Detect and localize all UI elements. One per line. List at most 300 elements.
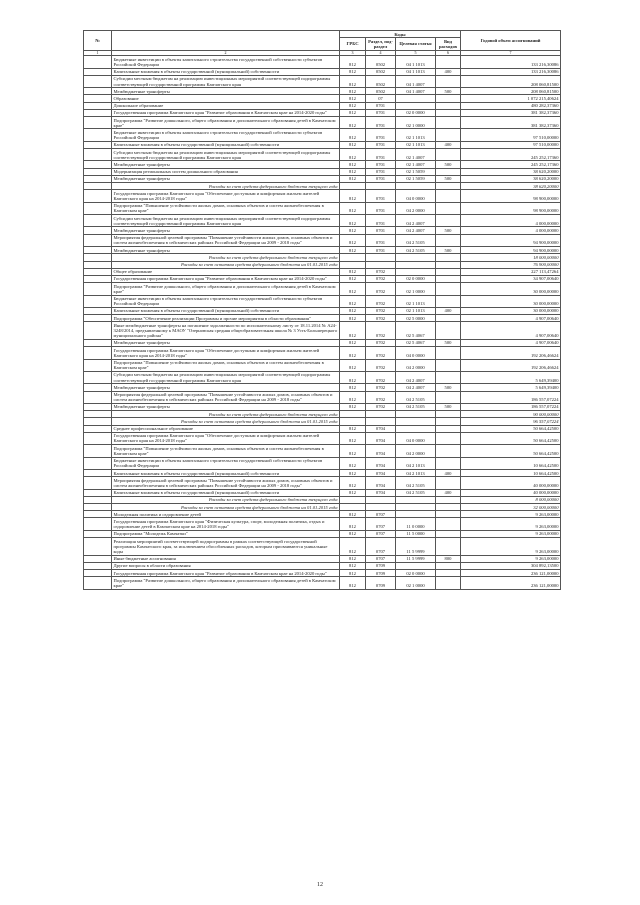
row-number-cell [84,102,112,109]
expense-type-cell [436,149,461,161]
grbs-cell: 812 [340,56,366,68]
grbs-cell: 812 [340,275,366,282]
description-cell: Капитальные вложения в объекты государственной (муниципальной) собственности [112,68,340,75]
target-article-cell: 04 2 4007 [396,227,436,234]
grbs-cell: 812 [340,95,366,102]
target-article-cell: 04 2 5105 [396,403,436,410]
target-article-cell: 04 2 1013 [396,457,436,469]
amount-cell: 236 121,00000 [461,577,561,589]
row-number-cell [84,359,112,371]
table-row [84,190,561,202]
expense-type-cell [436,496,461,503]
colnum: 2 [112,50,340,56]
amount-cell: 97 510,00000 [461,141,561,148]
section-cell: 0702 [366,295,396,307]
row-number-cell [84,489,112,496]
grbs-cell: 812 [340,391,366,403]
grbs-cell: 812 [340,371,366,383]
amount-cell: 245 252,17360 [461,161,561,168]
target-article-cell: 04 1 4007 [396,88,436,95]
amount-cell: 98 900,00000 [461,202,561,214]
section-cell: 0704 [366,432,396,444]
description-cell: Межбюджетные трансферты [112,339,340,346]
header-section: Раздел, под-раздел [366,38,396,50]
funding-note-row [84,254,561,261]
expense-type-cell [436,275,461,282]
target-article-cell: 11 0 0000 [396,518,436,530]
description-cell: Межбюджетные трансферты [112,403,340,410]
table-row [84,202,561,214]
amount-cell: 381 382,37360 [461,109,561,116]
description-cell: Образование [112,95,340,102]
description-cell: Мероприятия федеральной целевой программы "Повышение устойчивости жилых домов, основных объектов и систем жизнеобеспечения в сейсмических районах Российской Федерации на 2009 - 2018 годы" [112,477,340,489]
expense-type-cell: 500 [436,227,461,234]
target-article-cell: 02 0 0000 [396,570,436,577]
grbs-cell: 812 [340,339,366,346]
funding-note-row [84,496,561,503]
description-cell: Бюджетные инвестиции в объекты капитального строительства государственной собственности субъектов Российской Федерации [112,457,340,469]
section-cell: 0701 [366,168,396,175]
description-cell: Подпрограмма "Молодежь Камчатки" [112,530,340,537]
section-cell: 0701 [366,149,396,161]
section-cell: 0502 [366,88,396,95]
row-number-cell [84,254,112,261]
amount-cell: 227 113,47264 [461,268,561,275]
target-article-cell: 04 1 1013 [396,68,436,75]
grbs-cell: 812 [340,190,366,202]
grbs-cell [340,183,366,190]
table-row [84,432,561,444]
description-cell: Реализация мероприятий соответствующей подпрограммы в рамках соответствующей государственной программы Камчатского края, за исключением обособленных расходов, которым присваиваются уникальные коды [112,538,340,556]
expense-type-cell [436,183,461,190]
target-article-cell [396,254,436,261]
expense-type-cell [436,168,461,175]
colnum: 5 [396,50,436,56]
grbs-cell: 812 [340,315,366,322]
amount-cell: 30 000,00000 [461,307,561,314]
target-article-cell [396,102,436,109]
row-number-cell [84,129,112,141]
row-number-cell [84,411,112,418]
description-cell: Иные межбюджетные трансферты на погашение задолженности по исполнительному листу от 18.11.2014 № А24-3248/2014, предъявленному к МАОУ "Озерновская средняя общеобразовательная школа № 3 Усть-Большерецкого муниципального района" [112,322,340,340]
amount-cell: 18 000,00000 [461,254,561,261]
target-article-cell: 02 1 1013 [396,307,436,314]
section-cell: 0701 [366,215,396,227]
description-cell: Расходы за счет остатков средств федерального бюджета на 01.01.2015 года [112,504,340,511]
colnum: 7 [461,50,561,56]
target-article-cell: 02 5 4067 [396,339,436,346]
expense-type-cell: 400 [436,307,461,314]
amount-cell: 96 557,07224 [461,418,561,425]
target-article-cell: 02 1 0000 [396,577,436,589]
section-cell: 0702 [366,359,396,371]
amount-cell: 5 649,39400 [461,384,561,391]
section-cell: 0702 [366,384,396,391]
grbs-cell: 812 [340,129,366,141]
expense-type-cell [436,268,461,275]
table-row [84,227,561,234]
grbs-cell: 812 [340,75,366,87]
section-cell: 0709 [366,562,396,569]
expense-type-cell: 400 [436,141,461,148]
amount-cell: 304 892,13500 [461,562,561,569]
grbs-cell: 812 [340,511,366,518]
expense-type-cell [436,95,461,102]
description-cell: Подпрограмма "Развитие дошкольного, общего образования и дополнительного образования детей в Камчатском крае" [112,577,340,589]
expense-type-cell [436,425,461,432]
grbs-cell: 812 [340,215,366,227]
amount-cell: 9 263,00000 [461,538,561,556]
grbs-cell: 812 [340,384,366,391]
amount-cell: 90 000,00000 [461,411,561,418]
target-article-cell: 02 5 0000 [396,315,436,322]
table-row [84,175,561,182]
table-row [84,315,561,322]
row-number-cell [84,168,112,175]
table-row [84,477,561,489]
grbs-cell: 812 [340,403,366,410]
table-row [84,384,561,391]
expense-type-cell [436,538,461,556]
description-cell: Подпрограмма "Повышение устойчивости жилых домов, основных объектов и систем жизнеобеспечения в Камчатском крае" [112,202,340,214]
row-number-cell [84,247,112,254]
description-cell: Межбюджетные трансферты [112,384,340,391]
grbs-cell: 812 [340,432,366,444]
amount-cell: 10 664,42500 [461,470,561,477]
grbs-cell: 812 [340,234,366,246]
table-row [84,457,561,469]
funding-note-row [84,183,561,190]
target-article-cell: 11 5 0000 [396,530,436,537]
description-cell: Государственная программа Камчатского края "Развитие образования в Камчатском крае на 2014-2020 годы" [112,275,340,282]
header-amount: Годовой объем ассигнований [461,31,561,51]
expense-type-cell [436,254,461,261]
grbs-cell: 812 [340,562,366,569]
section-cell: 0709 [366,570,396,577]
target-article-cell: 04 2 5105 [396,234,436,246]
description-cell: Подпрограмма "Развитие дошкольного, общего образования и дополнительного образования детей в Камчатском крае" [112,283,340,295]
row-number-cell [84,149,112,161]
section-cell: 0502 [366,68,396,75]
expense-type-cell [436,562,461,569]
description-cell: Среднее профессиональное образование [112,425,340,432]
table-row [84,391,561,403]
description-cell: Расходы за счет средств федерального бюджета текущего года [112,411,340,418]
section-cell [366,261,396,268]
table-row [84,68,561,75]
description-cell: Государственная программа Камчатского края "Развитие образования в Камчатском крае на 2014-2020 годы" [112,570,340,577]
expense-type-cell: 400 [436,489,461,496]
table-row [84,141,561,148]
target-article-cell [396,268,436,275]
target-article-cell [396,183,436,190]
row-number-cell [84,315,112,322]
amount-cell: 10 664,42500 [461,457,561,469]
expense-type-cell [436,261,461,268]
description-cell: Субсидии местным бюджетам на реализацию инвестиционных мероприятий соответствующей подпрограммы соответствующей государственной программы Камчатского края [112,149,340,161]
section-cell: 0701 [366,161,396,168]
amount-cell: 38 620,20000 [461,168,561,175]
description-cell: Модернизация региональных систем дошкольного образования [112,168,340,175]
grbs-cell: 812 [340,555,366,562]
table-row [84,56,561,68]
expense-type-cell: 500 [436,175,461,182]
description-cell: Капитальные вложения в объекты государственной (муниципальной) собственности [112,141,340,148]
expense-type-cell: 500 [436,403,461,410]
row-number-cell [84,538,112,556]
amount-cell: 4 907,00640 [461,315,561,322]
description-cell: Государственная программа Камчатского края "Обеспечение доступным и комфортным жильем жителей Камчатского края на 2014-2018 годы" [112,190,340,202]
expense-type-cell: 400 [436,470,461,477]
amount-cell: 30 000,00000 [461,295,561,307]
row-number-cell [84,496,112,503]
target-article-cell: 02 1 1013 [396,141,436,148]
grbs-cell: 812 [340,570,366,577]
colnum: 1 [84,50,112,56]
row-number-cell [84,183,112,190]
header-codes: Коды [340,31,461,38]
table-row [84,75,561,87]
target-article-cell: 04 2 5105 [396,391,436,403]
section-cell: 0702 [366,347,396,359]
section-cell [366,183,396,190]
section-cell: 0702 [366,275,396,282]
section-cell: 0702 [366,339,396,346]
table-row [84,247,561,254]
row-number-cell [84,295,112,307]
row-number-cell [84,215,112,227]
description-cell: Подпрограмма "Повышение устойчивости жилых домов, основных объектов и систем жизнеобеспечения в Камчатском крае" [112,445,340,457]
section-cell: 0701 [366,247,396,254]
target-article-cell: 02 1 4007 [396,149,436,161]
expense-type-cell [436,577,461,589]
grbs-cell: 812 [340,530,366,537]
grbs-cell [340,254,366,261]
amount-cell: 208 060,81500 [461,75,561,87]
grbs-cell: 812 [340,109,366,116]
grbs-cell: 812 [340,577,366,589]
expense-type-cell [436,56,461,68]
section-cell: 0702 [366,315,396,322]
expense-type-cell [436,570,461,577]
amount-cell: 32 000,00000 [461,504,561,511]
section-cell: 0701 [366,117,396,129]
target-article-cell: 04 0 0000 [396,347,436,359]
expense-type-cell [436,445,461,457]
target-article-cell: 04 2 4007 [396,384,436,391]
header-grbs: ГРБС [340,38,366,50]
row-number-cell [84,555,112,562]
row-number-cell [84,261,112,268]
grbs-cell [340,496,366,503]
row-number-cell [84,307,112,314]
table-row [84,117,561,129]
target-article-cell: 04 2 0000 [396,359,436,371]
amount-cell: 4 907,00640 [461,322,561,340]
description-cell: Межбюджетные трансферты [112,161,340,168]
amount-cell: 40 000,00000 [461,477,561,489]
description-cell: Подпрограмма "Повышение устойчивости жилых домов, основных объектов и систем жизнеобеспечения в Камчатском крае" [112,359,340,371]
table-row [84,555,561,562]
row-number-cell [84,477,112,489]
amount-cell: 192 206,46624 [461,347,561,359]
table-body [84,56,561,589]
row-number-cell [84,562,112,569]
table-row [84,268,561,275]
description-cell: Государственная программа Камчатского края "Развитие образования в Камчатском крае на 2014-2020 годы" [112,109,340,116]
grbs-cell: 812 [340,445,366,457]
table-row [84,470,561,477]
expense-type-cell [436,511,461,518]
target-article-cell: 04 2 5105 [396,489,436,496]
amount-cell: 245 252,17360 [461,149,561,161]
target-article-cell: 02 0 0000 [396,109,436,116]
section-cell: 0707 [366,530,396,537]
amount-cell: 192 206,46624 [461,359,561,371]
amount-cell: 50 664,42500 [461,445,561,457]
description-cell: Капитальные вложения в объекты государственной (муниципальной) собственности [112,470,340,477]
header-target: Целевая статья [396,38,436,50]
target-article-cell: 04 0 0000 [396,190,436,202]
target-article-cell: 04 2 4007 [396,371,436,383]
section-cell: 0502 [366,75,396,87]
table-row [84,403,561,410]
row-number-cell [84,511,112,518]
amount-cell: 9 263,00000 [461,530,561,537]
section-cell: 0704 [366,477,396,489]
table-row [84,149,561,161]
section-cell: 0702 [366,268,396,275]
target-article-cell [396,504,436,511]
row-number-cell [84,570,112,577]
grbs-cell: 812 [340,489,366,496]
section-cell: 0707 [366,518,396,530]
expense-type-cell [436,190,461,202]
section-cell: 0702 [366,403,396,410]
expense-type-cell [436,391,461,403]
expense-type-cell [436,371,461,383]
row-number-cell [84,418,112,425]
page-number: 12 [317,882,323,888]
grbs-cell: 812 [340,227,366,234]
section-cell: 0502 [366,56,396,68]
amount-cell: 34 907,00640 [461,275,561,282]
description-cell: Расходы за счет средств федерального бюджета текущего года [112,183,340,190]
row-number-cell [84,175,112,182]
target-article-cell: 02 1 4007 [396,161,436,168]
target-article-cell: 04 1 4007 [396,75,436,87]
description-cell: Межбюджетные трансферты [112,175,340,182]
expense-type-cell: 500 [436,247,461,254]
section-cell: 0704 [366,470,396,477]
description-cell: Дошкольное образование [112,102,340,109]
grbs-cell: 812 [340,141,366,148]
description-cell: Капитальные вложения в объекты государственной (муниципальной) собственности [112,489,340,496]
table-row [84,275,561,282]
grbs-cell: 812 [340,470,366,477]
colnum: 6 [436,50,461,56]
description-cell: Государственная программа Камчатского края "Физическая культура, спорт, молодежная политика, отдых и оздоровление детей в Камчатском крае на 2014-2018 годы" [112,518,340,530]
table-row [84,295,561,307]
description-cell: Межбюджетные трансферты [112,88,340,95]
table-row [84,371,561,383]
row-number-cell [84,445,112,457]
row-number-cell [84,347,112,359]
target-article-cell [396,418,436,425]
row-number-cell [84,117,112,129]
section-cell: 07 [366,95,396,102]
table-row [84,88,561,95]
section-cell: 0701 [366,227,396,234]
target-article-cell: 04 1 1013 [396,56,436,68]
amount-cell: 186 557,07224 [461,391,561,403]
table-row [84,570,561,577]
amount-cell: 97 510,00000 [461,129,561,141]
expense-type-cell [436,117,461,129]
expense-type-cell: 500 [436,339,461,346]
target-article-cell: 02 1 5059 [396,168,436,175]
grbs-cell: 812 [340,457,366,469]
section-cell: 0702 [366,322,396,340]
expense-type-cell [436,215,461,227]
section-cell: 0701 [366,175,396,182]
description-cell: Бюджетные инвестиции в объекты капитального строительства государственной собственности субъектов Российской Федерации [112,56,340,68]
target-article-cell [396,425,436,432]
row-number-cell [84,518,112,530]
row-number-cell [84,268,112,275]
expense-type-cell: 500 [436,161,461,168]
expense-type-cell [436,477,461,489]
row-number-cell [84,234,112,246]
row-number-cell [84,322,112,340]
colnum: 3 [340,50,366,56]
grbs-cell: 812 [340,247,366,254]
row-number-cell [84,275,112,282]
amount-cell: 94 900,00000 [461,247,561,254]
target-article-cell: 02 1 1013 [396,129,436,141]
target-article-cell: 04 2 4007 [396,215,436,227]
expense-type-cell [436,75,461,87]
description-cell: Подпрограмма "Развитие дошкольного, общего образования и дополнительного образования детей в Камчатском крае" [112,117,340,129]
expense-type-cell [436,102,461,109]
amount-cell: 9 263,00000 [461,518,561,530]
grbs-cell: 812 [340,307,366,314]
amount-cell: 480 282,37360 [461,102,561,109]
section-cell: 0701 [366,109,396,116]
grbs-cell: 812 [340,102,366,109]
description-cell: Расходы за счет средств федерального бюджета текущего года [112,496,340,503]
description-cell: Бюджетные инвестиции в объекты капитального строительства государственной собственности субъектов Российской Федерации [112,295,340,307]
amount-cell: 98 900,00000 [461,190,561,202]
expense-type-cell [436,322,461,340]
expense-type-cell [436,411,461,418]
amount-cell: 9 263,00000 [461,555,561,562]
row-number-cell [84,504,112,511]
expense-type-cell: 400 [436,68,461,75]
section-cell [366,411,396,418]
amount-cell: 186 557,07224 [461,403,561,410]
table-row [84,168,561,175]
description-cell: Мероприятия федеральной целевой программы "Повышение устойчивости жилых домов, основных объектов и систем жизнеобеспечения в сейсмических районах Российской Федерации на 2009 - 2018 годы" [112,234,340,246]
header-blank [112,31,340,51]
target-article-cell: 04 2 1013 [396,470,436,477]
section-cell: 0707 [366,511,396,518]
table-row [84,538,561,556]
row-number-cell [84,384,112,391]
header-num: № [84,31,112,51]
table-row [84,307,561,314]
target-article-cell: 02 0 0000 [396,275,436,282]
